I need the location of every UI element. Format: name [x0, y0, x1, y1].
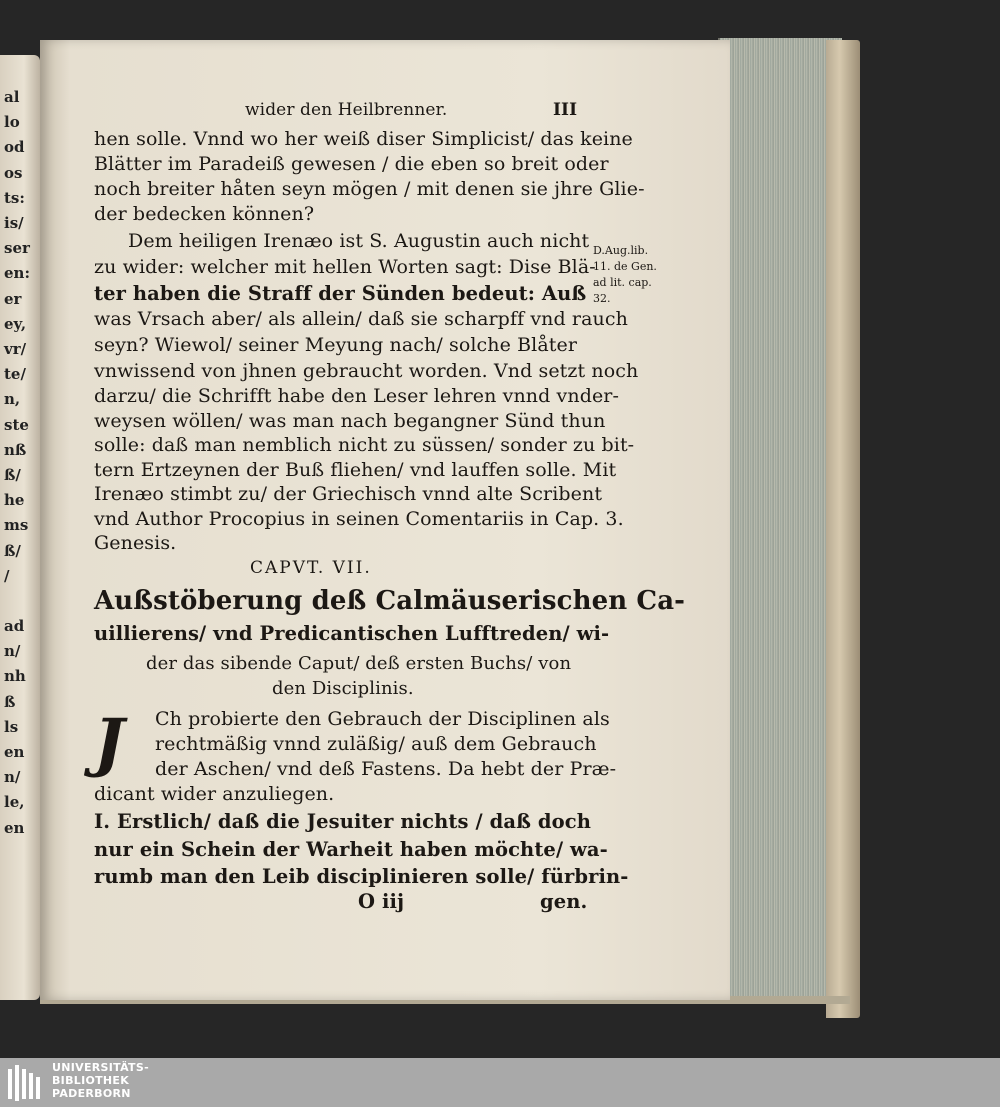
left-page-text-fragment: vr/ [4, 340, 27, 358]
text-line: Dem heiligen Irenæo ist S. Augustin auch nicht [128, 230, 590, 252]
text-line-emphasis: nur ein Schein der Warheit haben möchte/ wa- [94, 838, 608, 861]
library-name [52, 1061, 149, 1100]
text-line: der bedecken können? [94, 203, 315, 225]
margin-note-line: 32. [593, 292, 611, 305]
text-line: dicant wider anzuliegen. [94, 783, 335, 805]
left-page-text-fragment: en [4, 743, 25, 761]
drop-cap: J [94, 705, 125, 780]
left-page-text-fragment: lo [4, 113, 20, 132]
margin-note-line: 11. de Gen. [593, 260, 657, 273]
margin-note-line: D.Aug.lib. [593, 244, 649, 257]
left-page-text-fragment: ls [4, 717, 19, 736]
text-line: Ch probierte den Gebrauch der Disciplinen als [155, 708, 610, 730]
left-page-text-fragment: en: [4, 264, 30, 283]
text-line-emphasis: ter haben die Straff der Sünden bedeut: Auß [94, 282, 587, 305]
text-line-emphasis: rumb man den Leib disciplinieren solle/ fürbrin- [94, 865, 629, 888]
left-page-text-fragment: is/ [4, 214, 24, 232]
left-page-text-fragment: ß [4, 692, 16, 711]
text-line: Blätter im Paradeiß gewesen / die eben so breit oder [94, 153, 609, 175]
left-page-text-fragment: ey, [4, 314, 27, 333]
text-line: Irenæo stimbt zu/ der Griechisch vnnd alte Scribent [94, 483, 603, 505]
text-line: vnd Author Procopius in seinen Comentariis in Cap. 3. [94, 508, 624, 530]
chapter-title-line: den Disciplinis. [272, 678, 414, 699]
text-line: vnwissend von jhnen gebraucht worden. Vnd setzt noch [94, 360, 639, 382]
left-page-text-fragment: ser [4, 239, 30, 258]
text-line: weysen wöllen/ was man nach begangner Sünd thun [94, 410, 606, 432]
left-page-edge [0, 55, 40, 1000]
text-line: seyn? Wiewol/ seiner Meyung nach/ solche Blåter [94, 334, 578, 356]
text-line: hen solle. Vnnd wo her weiß diser Simplicist/ das keine [94, 128, 633, 150]
running-head: wider den Heilbrenner. [245, 100, 448, 120]
chapter-title-line: der das sibende Caput/ deß ersten Buchs/ von [146, 653, 572, 674]
library-name-line: BIBLIOTHEK [52, 1074, 130, 1087]
text-line: Genesis. [94, 532, 177, 554]
left-page-text-fragment: n, [4, 390, 21, 409]
folio-number: III [553, 100, 578, 120]
library-name-line: PADERBORN [52, 1087, 131, 1100]
library-name-line: UNIVERSITÄTS- [52, 1061, 149, 1074]
left-page-text-fragment: en [4, 818, 25, 837]
book-cover-edge [826, 40, 860, 1018]
left-page-text-fragment: os [4, 163, 23, 182]
text-line: zu wider: welcher mit hellen Worten sagt: Dise Blä- [94, 256, 596, 278]
library-footer-bar [0, 1058, 1000, 1107]
text-line: der Aschen/ vnd deß Fastens. Da hebt der Præ- [155, 758, 617, 780]
left-page-text-fragment: al [4, 88, 20, 106]
text-line-emphasis: I. Erstlich/ daß die Jesuiter nichts / daß doch [94, 810, 591, 833]
left-page-text-fragment: nß [4, 440, 27, 459]
text-line: solle: daß man nemblich nicht zu süssen/ sonder zu bit- [94, 434, 635, 456]
text-line: noch breiter håten seyn mögen / mit denen sie jhre Glie- [94, 178, 645, 200]
left-page-text-fragment: n/ [4, 768, 21, 787]
signature-mark: O iij [358, 890, 405, 913]
text-line: rechtmäßig vnnd zuläßig/ auß dem Gebrauch [155, 733, 597, 755]
left-page-text-fragment: / [4, 566, 10, 585]
left-page-text-fragment: od [4, 138, 25, 157]
left-page-text-fragment: er [4, 289, 22, 308]
chapter-label: CAPVT. VII. [250, 558, 372, 578]
left-page-text-fragment: ß/ [4, 466, 21, 484]
left-page-text-fragment: le, [4, 793, 25, 812]
margin-note-line: ad lit. cap. [593, 276, 652, 289]
left-page-text-fragment: ms [4, 516, 29, 535]
left-page-text-fragment: ß/ [4, 541, 21, 560]
library-logo-icon [6, 1063, 46, 1103]
left-page-text-fragment: he [4, 491, 25, 510]
catchword: gen. [540, 890, 588, 913]
page-block-edge [718, 38, 842, 1000]
left-page-text-fragment: ste [4, 415, 29, 434]
left-page-text-fragment: nh [4, 667, 26, 686]
chapter-title-line: Außstöberung deß Calmäuserischen Ca- [94, 586, 686, 616]
left-page-text-fragment: n/ [4, 642, 21, 661]
left-page-text-fragment: te/ [4, 365, 26, 384]
chapter-title-line: uillierens/ vnd Predicantischen Lufftreden/ wi- [94, 622, 610, 645]
left-page-text-fragment: ts: [4, 188, 25, 207]
text-line: was Vrsach aber/ als allein/ daß sie scharpff vnd rauch [94, 308, 628, 330]
text-line: darzu/ die Schrifft habe den Leser lehren vnnd vnder- [94, 385, 619, 407]
left-page-text-fragment: ad [4, 617, 25, 635]
text-line: tern Ertzeynen der Buß fliehen/ vnd lauffen solle. Mit [94, 459, 617, 481]
